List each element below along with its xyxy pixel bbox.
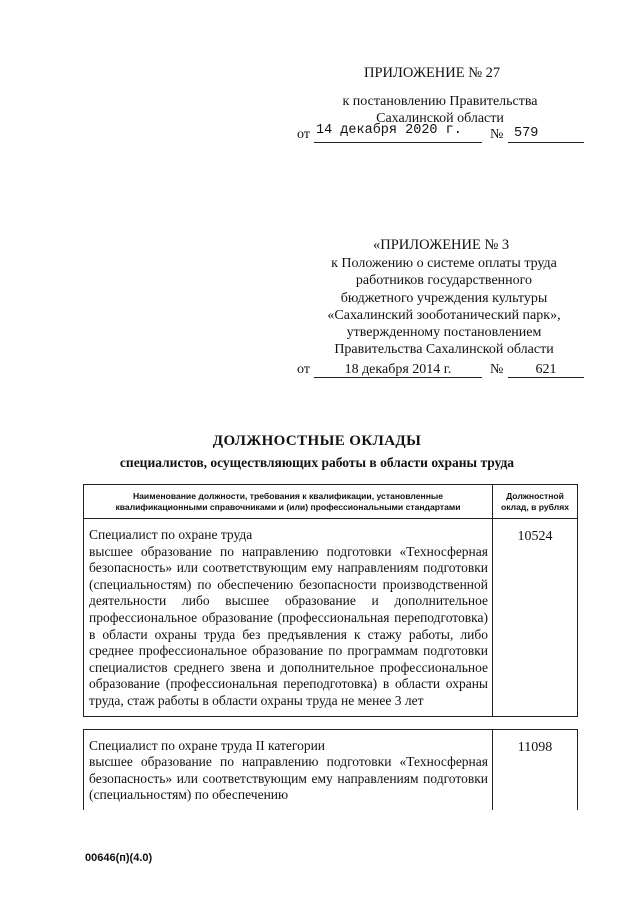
position-title: Специалист по охране труда II категории (89, 737, 326, 753)
appendix-27-number: 579 (514, 126, 539, 141)
appendix-3-title: «ПРИЛОЖЕНИЕ № 3 (373, 237, 510, 253)
table-row (84, 729, 578, 810)
appendix-27-date: 14 декабря 2020 г. (316, 123, 462, 138)
appendix-27-line2: Сахалинской области (376, 111, 504, 126)
table-row (84, 519, 578, 717)
column-header-position: Наименование должности, требования к квалификации, установленные квалификационными справочниками и (или) профессиональными стандартами (84, 485, 493, 519)
appendix-3-line: к Положению о системе оплаты труда (331, 256, 557, 271)
column-header-salary: Должностной оклад, в рублях (493, 485, 578, 519)
salary-cell: 10524 (493, 519, 578, 717)
salary-cell: 11098 (493, 729, 578, 810)
appendix-27-line1: к постановлению Правительства (342, 94, 538, 109)
salary-table (83, 484, 578, 810)
appendix-3-number-underline (508, 377, 584, 378)
appendix-3-line: работников государственного (355, 273, 533, 289)
appendix-3-line: Правительства Сахалинской области (334, 342, 554, 358)
appendix-3-line: бюджетного учреждения культуры (340, 290, 548, 306)
appendix-3-from-label: от (297, 362, 310, 377)
appendix-3-line: утвержденному постановлением (346, 325, 542, 341)
appendix-27-title: ПРИЛОЖЕНИЕ № 27 (364, 65, 501, 81)
appendix-3-date: 18 декабря 2014 г. (344, 362, 452, 377)
doc-title: ДОЛЖНОСТНЫЕ ОКЛАДЫ (212, 433, 422, 449)
appendix-27-from-label: от (297, 127, 310, 142)
appendix-3-num-label: № (490, 362, 504, 377)
appendix-27-num-label: № (490, 127, 504, 142)
table-header-row (84, 485, 578, 519)
document-code: 00646(п)(4.0) (85, 852, 153, 864)
position-requirements: высшее образование по направлению подготовки «Техносферная безопасность» или соответствующим ему направлениям подготовки (специальностям) по обеспечению (89, 754, 488, 803)
position-cell (84, 519, 493, 717)
appendix-3-line: «Сахалинский зооботанический парк», (327, 307, 561, 323)
appendix-3-lines (306, 255, 582, 359)
table-gap (84, 716, 578, 729)
position-title: Специалист по охране труда (89, 527, 253, 542)
position-cell (84, 729, 493, 810)
position-requirements: высшее образование по направлению подготовки «Техносферная безопасность» или соответствующим ему направлениям подготовки (специальностям) по обеспечению безопасности производственной деятельности либо высшее образование и дополнительное профессиональное образование (профессиональная переподготовка) в области охраны труда без предъявления к стажу работы, либо среднее профессиональное образование по программам подготовки специалистов среднего звена и дополнительное профессиональное образование (профессиональная переподготовка) в области охраны труда, стаж работы в области охраны труда не менее 3 лет (89, 543, 488, 708)
appendix-3-date-underline (314, 377, 482, 378)
appendix-27-date-underline (314, 142, 482, 143)
doc-subtitle: специалистов, осуществляющих работы в области охраны труда (119, 455, 515, 470)
appendix-3-number: 621 (535, 362, 557, 377)
appendix-27-number-underline (508, 142, 584, 143)
